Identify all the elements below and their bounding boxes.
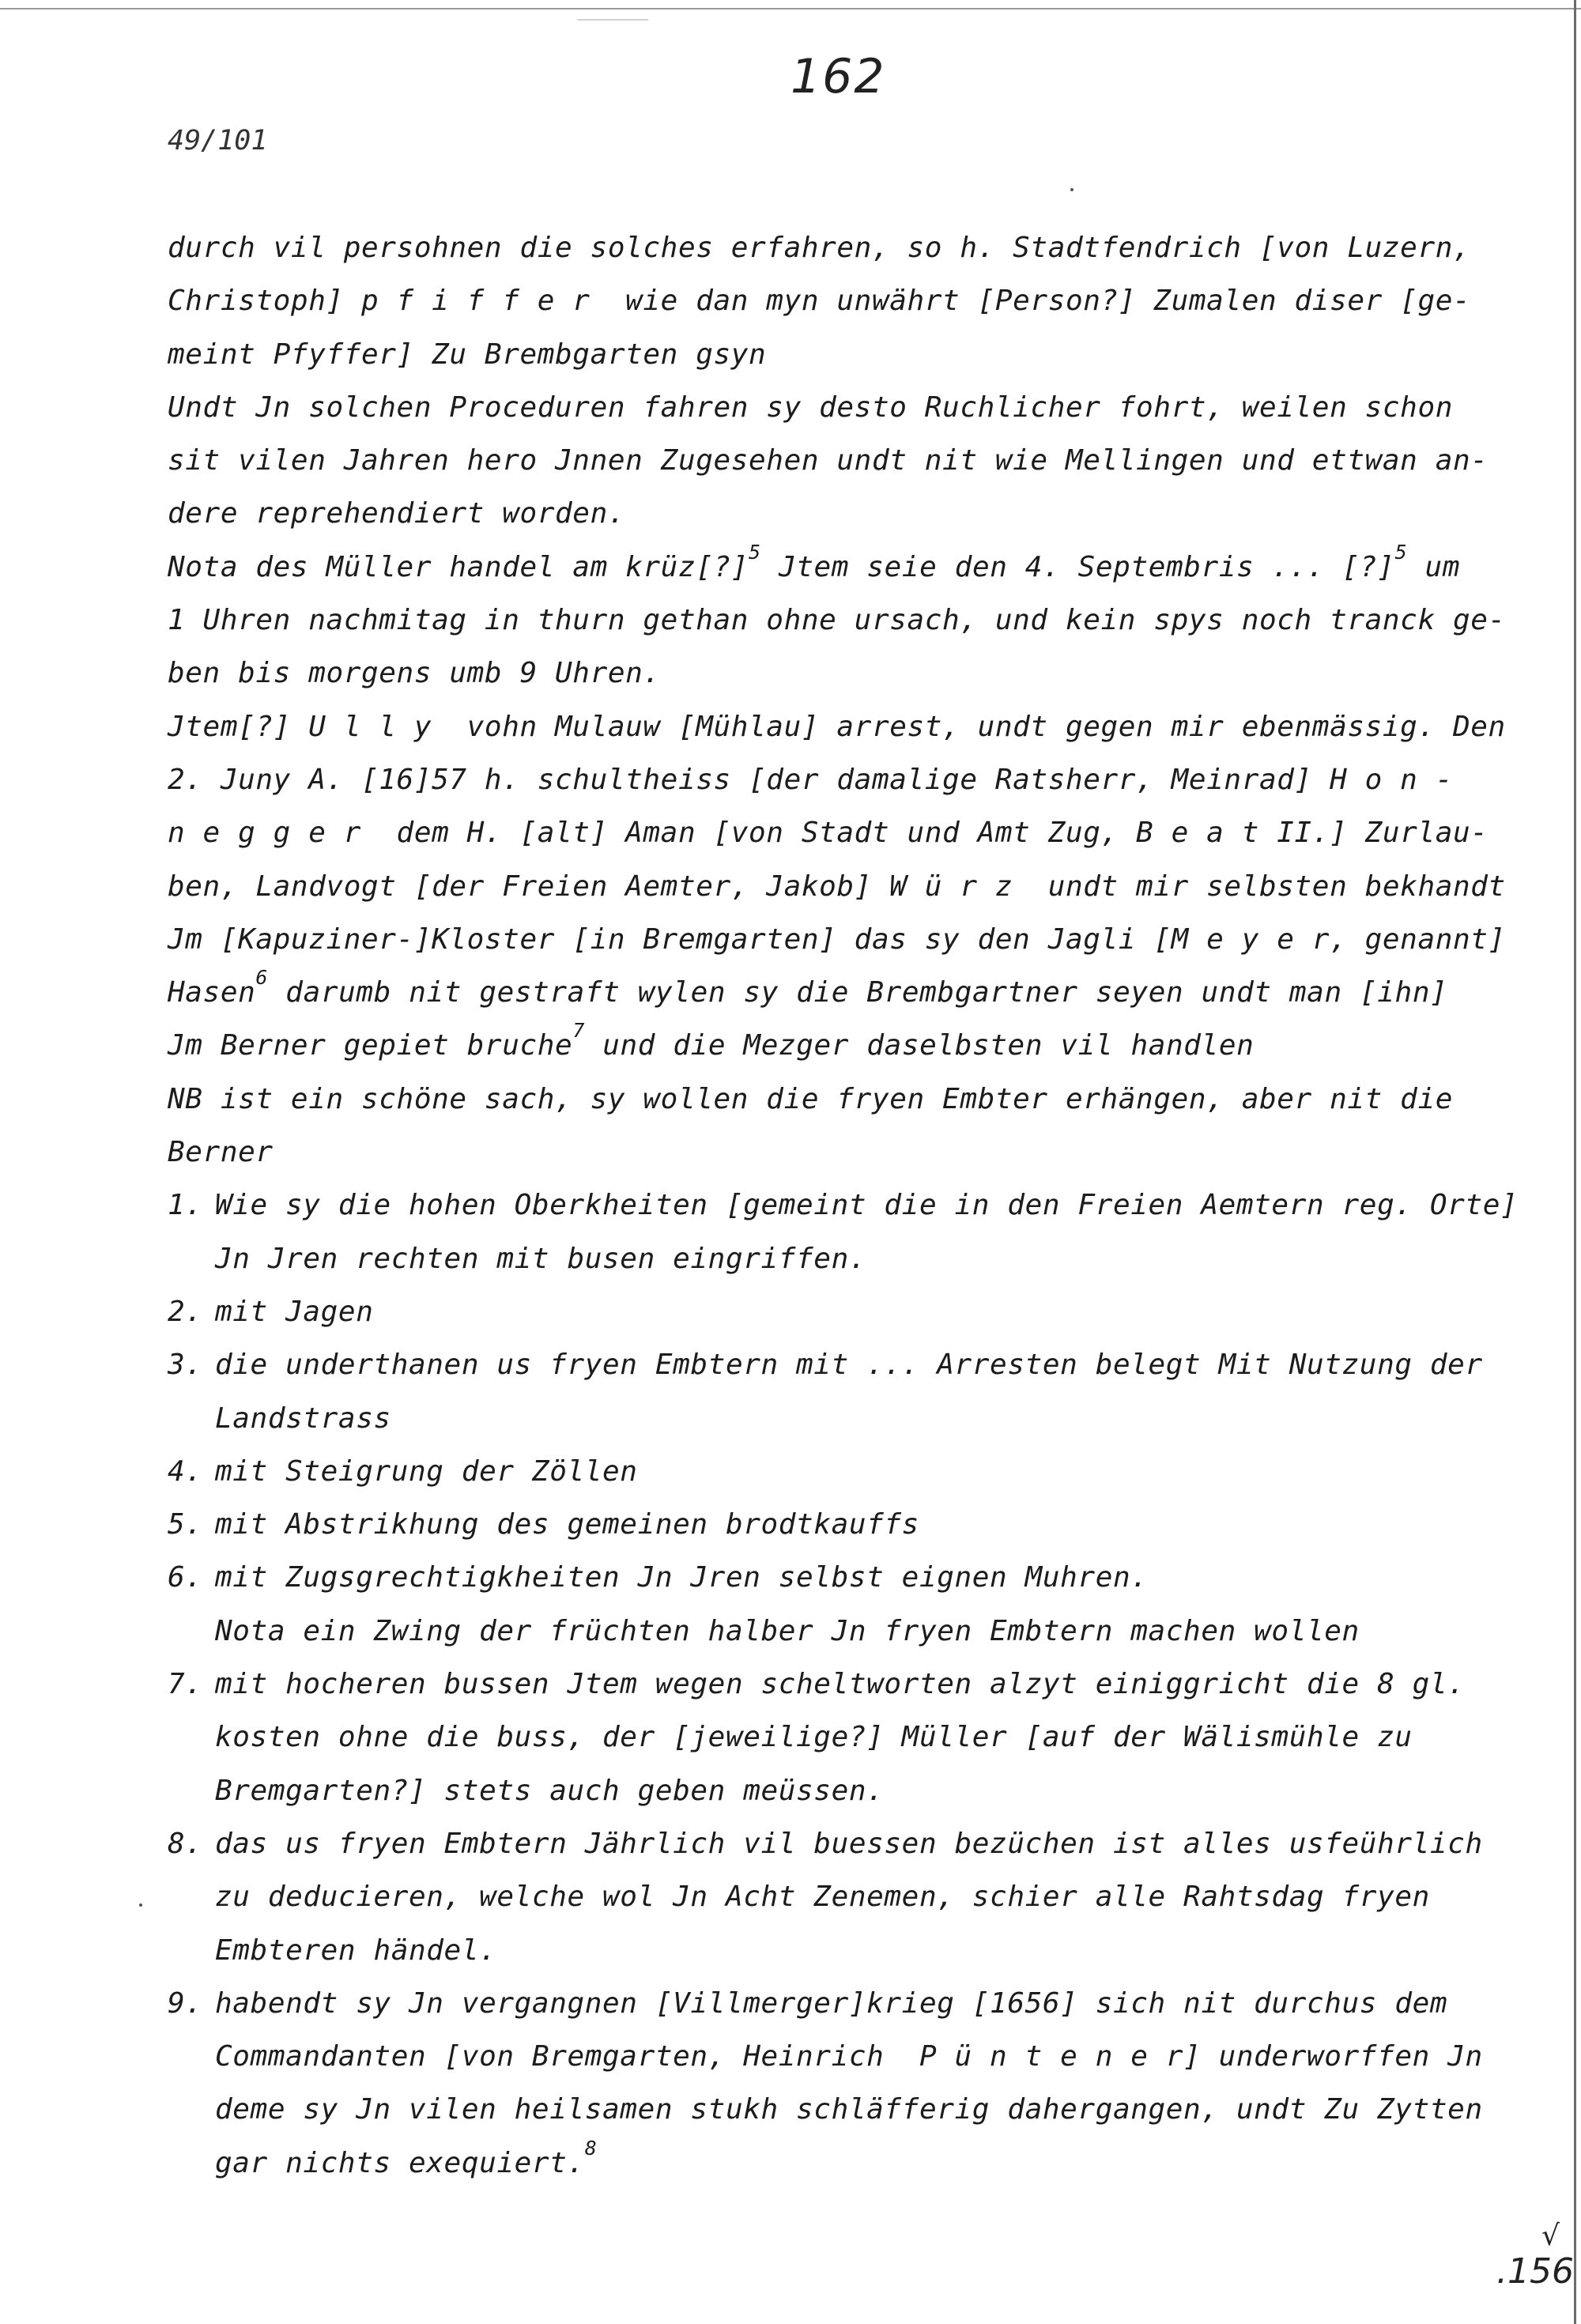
text-line (168, 2137, 1464, 2190)
text-line (168, 1232, 1464, 1285)
text-segment: Jm [Kapuziner-]Kloster [in Bremgarten] das sy den Jagli [M e y e r, genannt] (168, 922, 1506, 956)
text-segment: NB ist ein schöne sach, sy wollen die fryen Embter erhängen, aber nit die (168, 1082, 1453, 1115)
list-number: 8. (168, 1827, 203, 1860)
list-number: 1. (168, 1189, 203, 1222)
text-line (168, 487, 1464, 540)
text-line (168, 1658, 1464, 1711)
text-segment: ben, Landvogt [der Freien Aemter, Jakob] W ü r z undt mir selbsten bekhandt (168, 870, 1506, 903)
text-segment: Bremgarten?] stets auch geben meüssen. (215, 1774, 885, 1807)
text-segment: Commandanten [von Bremgarten, Heinrich P ü n t e n e r] underworffen Jn (215, 2040, 1483, 2073)
text-segment: mit hocheren bussen Jtem wegen scheltworten alzyt einiggricht die 8 gl. (215, 1668, 1466, 1701)
text-line (168, 966, 1464, 1019)
text-line (168, 434, 1489, 487)
text-segment: mit Steigrung der Zöllen (215, 1454, 638, 1488)
text-segment: dere reprehendiert worden. (168, 497, 626, 530)
text-segment: und die Mezger daselbsten vil handlen (584, 1029, 1255, 1062)
text-segment: Christoph] p f i f f e r wie dan myn unwährt [Person?] Zumalen diser [ge- (168, 285, 1471, 318)
list-number: 6. (168, 1561, 203, 1594)
text-line (168, 221, 1471, 274)
text-segment: mit Zugsgrechtigkheiten Jn Jren selbst eignen Muhren. (215, 1561, 1149, 1594)
text-segment: Berner (168, 1136, 274, 1169)
text-line (168, 1338, 1483, 1391)
speck-dot (139, 1903, 142, 1907)
text-line (168, 1924, 1464, 1977)
text-segment: zu deducieren, welche wol Jn Acht Zenemen, schier alle Rahtsdag fryen (215, 1881, 1430, 1914)
list-number: 4. (168, 1454, 203, 1488)
text-line (168, 1977, 1464, 2030)
footnote-marker: 6 (255, 966, 269, 990)
text-segment: ben bis morgens umb 9 Uhren. (168, 657, 661, 690)
text-segment: Wie sy die hohen Oberkheiten [gemeint die in den Freien Aemtern reg. Orte] (215, 1189, 1519, 1222)
text-segment: das us fryen Embtern Jährlich vil buessen bezüchen ist alles usfeührlich (215, 1827, 1483, 1860)
text-segment: habendt sy Jn vergangnen [Villmerger]krieg [1656] sich nit durchus dem (215, 1986, 1448, 2020)
footnote-marker: 5 (1394, 540, 1408, 564)
text-line (168, 806, 1489, 859)
text-line (168, 1445, 1464, 1498)
text-line (168, 700, 1506, 753)
text-segment: um (1407, 550, 1461, 583)
text-line (168, 753, 1464, 806)
text-segment: Jm Berner gepiet bruche (168, 1029, 573, 1062)
text-segment: mit Jagen (215, 1295, 374, 1328)
text-segment: Jtem seie den 4. Septembris ... [?] (760, 550, 1395, 583)
text-segment: Jn Jren rechten mit busen eingriffen. (215, 1242, 867, 1275)
text-line (168, 1498, 1464, 1551)
speck-dot (1070, 188, 1073, 191)
text-line (168, 1870, 1464, 1923)
text-segment: Landstrass (215, 1402, 391, 1435)
right-page-edge (1574, 0, 1576, 2324)
text-line (168, 1073, 1464, 1126)
folio-stamp: .156 (1496, 2251, 1574, 2292)
text-segment: sit vilen Jahren hero Jnnen Zugesehen undt nit wie Mellingen und ettwan an- (168, 444, 1489, 477)
text-segment: n e g g e r dem H. [alt] Aman [von Stadt und Amt Zug, B e a t II.] Zurlau- (168, 817, 1489, 850)
list-number: 7. (168, 1668, 203, 1701)
text-line (168, 1285, 1464, 1338)
text-segment: 1 Uhren nachmitag in thurn gethan ohne ursach, und kein spys noch tranck ge- (168, 604, 1506, 637)
text-line (168, 860, 1506, 913)
text-segment: Undt Jn solchen Proceduren fahren sy desto Ruchlicher fohrt, weilen schon (168, 390, 1453, 424)
footnote-marker: 7 (572, 1019, 585, 1043)
text-segment: Jtem[?] U l l y vohn Mulauw [Mühlau] arrest, undt gegen mir ebenmässig. Den (168, 710, 1506, 743)
checkmark: √ (1541, 2220, 1560, 2252)
text-line (168, 381, 1464, 434)
text-line (168, 2030, 1483, 2083)
text-segment: 2. Juny A. [16]57 h. schultheiss [der damalige Ratsherr, Meinrad] H o n - (168, 763, 1453, 796)
text-line (168, 274, 1471, 327)
text-segment: Nota ein Zwing der früchten halber Jn fryen Embtern machen wollen (215, 1614, 1360, 1647)
text-line (168, 1551, 1464, 1604)
list-number: 3. (168, 1349, 203, 1382)
text-segment: durch vil persohnen die solches erfahren, so h. Stadtfendrich [von Luzern, (168, 232, 1471, 264)
text-segment: darumb nit gestraft wylen sy die Brembgartner seyen undt man [ihn] (268, 976, 1448, 1009)
text-line (168, 1711, 1464, 1764)
transcription-body (168, 221, 1519, 2190)
text-segment: die underthanen us fryen Embtern mit ... Arresten belegt Mit Nutzung der (215, 1349, 1483, 1382)
text-line (168, 328, 1464, 381)
text-line (168, 1179, 1519, 1232)
footnote-marker: 5 (749, 540, 761, 564)
top-border-line (0, 8, 1581, 9)
top-border-mark (560, 0, 649, 21)
text-segment: kosten ohne die buss, der [jeweilige?] Müller [auf der Wälismühle zu (215, 1721, 1413, 1754)
list-number: 2. (168, 1295, 203, 1328)
text-segment: Nota des Müller handel am krüz[?] (168, 550, 749, 583)
text-segment: Embteren händel. (215, 1934, 497, 1967)
text-segment: deme sy Jn vilen heilsamen stukh schläfferig dahergangen, undt Zu Zytten (215, 2093, 1483, 2126)
text-line (168, 647, 1464, 700)
text-line (168, 1817, 1483, 1870)
text-line (168, 594, 1506, 647)
page-number: 162 (790, 49, 886, 104)
text-segment: meint Pfyffer] Zu Brembgarten gsyn (168, 338, 767, 371)
text-line (168, 1764, 1464, 1817)
text-segment: gar nichts exequiert. (215, 2146, 585, 2179)
text-line (168, 913, 1506, 966)
text-line (168, 2083, 1483, 2136)
footnote-marker: 8 (584, 2136, 598, 2160)
text-line (168, 541, 1464, 594)
text-line (168, 1605, 1464, 1658)
document-reference: 49/101 (168, 125, 268, 157)
text-line (168, 1392, 1464, 1445)
text-line (168, 1019, 1464, 1072)
list-number: 9. (168, 1986, 203, 2020)
text-line (168, 1126, 1464, 1179)
text-segment: mit Abstrikhung des gemeinen brodtkauffs (215, 1508, 919, 1541)
text-segment: Hasen (168, 976, 256, 1009)
list-number: 5. (168, 1508, 203, 1541)
